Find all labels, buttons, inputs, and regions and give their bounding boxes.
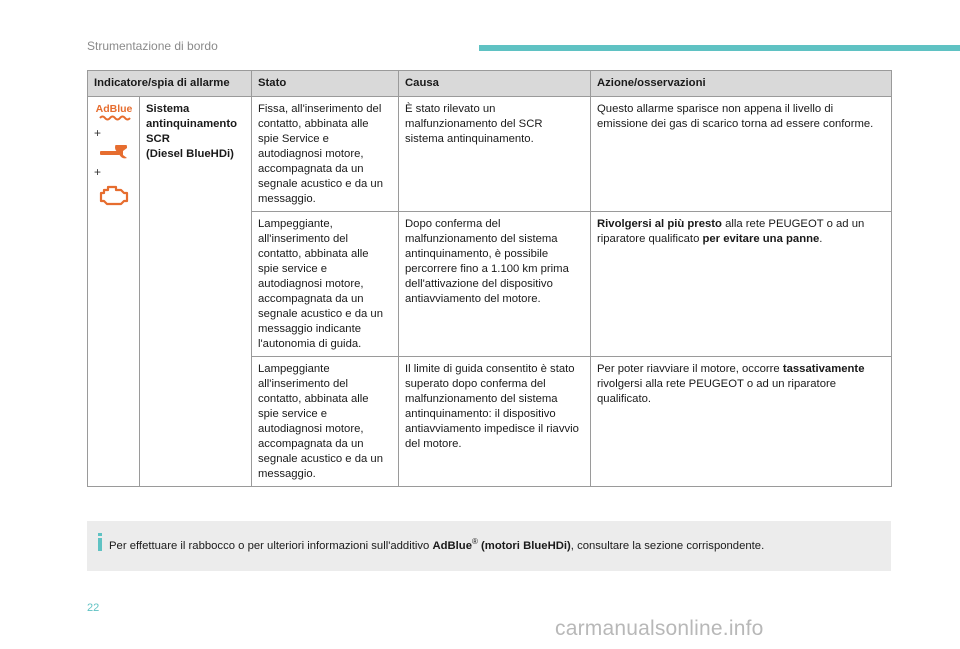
table-header-row	[88, 71, 892, 97]
note-engine-type: (motori BlueHDi)	[477, 539, 571, 552]
adblue-icon	[95, 102, 133, 122]
watermark: carmanualsonline.info	[555, 617, 764, 640]
page-number: 22	[87, 602, 100, 614]
table-row	[88, 97, 892, 212]
state-cell: Lampeggiante all'inserimento del contatto, abbinata alle spie service e autodiagnosi motore, accompagnata da un segnale acustico e da un messaggio.	[252, 357, 399, 487]
action-text: rivolgersi alla rete PEUGEOT o ad un riparatore qualificato.	[597, 378, 837, 405]
system-name-line: (Diesel BlueHDi)	[146, 148, 234, 160]
info-icon	[96, 533, 104, 551]
wrench-icon	[99, 145, 129, 161]
action-cell	[591, 357, 892, 487]
column-header-indicator: Indicatore/spia di allarme	[88, 71, 252, 97]
cause-cell: Il limite di guida consentito è stato superato dopo conferma del malfunzionamento del sistema antinquinamento: il dispositivo antiavviamento impedisce il riavvio del motore.	[399, 357, 591, 487]
warning-lights-table	[87, 70, 892, 487]
state-cell: Lampeggiante, all'inserimento del contatto, abbinata alle spie service e autodiagnosi motore, accompagnata da un segnale acustico e da un messaggio indicante l'autonomia di guida.	[252, 212, 399, 357]
engine-check-icon	[99, 184, 129, 206]
action-cell: Questo allarme sparisce non appena il livello di emissione dei gas di scarico torna ad essere conforme.	[591, 97, 892, 212]
action-cell	[591, 212, 892, 357]
column-header-cause: Causa	[399, 71, 591, 97]
cause-cell: Dopo conferma del malfunzionamento del sistema antinquinamento, è possibile percorrere fino a 1.100 km prima dell'attivazione del dispositivo antiavviamento del motore.	[399, 212, 591, 357]
cause-cell: È stato rilevato un malfunzionamento del SCR sistema antinquinamento.	[399, 97, 591, 212]
system-name-cell	[140, 97, 252, 487]
indicator-icons-cell	[88, 97, 140, 487]
action-emphasis: per evitare una panne	[702, 233, 820, 245]
note-text-part: Per effettuare il rabbocco o per ulteriori informazioni sull'additivo	[109, 539, 433, 552]
system-name-line: SCR	[146, 133, 170, 145]
note-registered-mark: ®	[472, 537, 478, 546]
info-note-text	[109, 534, 764, 554]
svg-text:AdBlue: AdBlue	[95, 103, 132, 115]
separator-plus: +	[94, 165, 102, 179]
action-text: Per poter riavviare il motore, occorre	[597, 363, 783, 375]
info-note	[87, 521, 891, 571]
action-text: alla rete PEUGEOT o ad un riparatore qualificato	[597, 218, 865, 245]
column-header-state: Stato	[252, 71, 399, 97]
column-header-action: Azione/osservazioni	[591, 71, 892, 97]
state-cell: Fissa, all'inserimento del contatto, abbinata alle spie Service e autodiagnosi motore, accompagnata da un segnale acustico e da un messaggio.	[252, 97, 399, 212]
section-accent-bar	[479, 45, 960, 51]
system-name-line: antinquinamento	[146, 118, 237, 130]
system-name-line: Sistema	[146, 103, 190, 115]
section-title: Strumentazione di bordo	[87, 39, 218, 53]
note-text-part: , consultare la sezione corrispondente.	[570, 539, 765, 552]
separator-plus: +	[94, 126, 102, 140]
action-emphasis: tassativamente	[782, 363, 865, 375]
note-adblue: AdBlue	[432, 539, 472, 552]
action-text: .	[819, 233, 823, 245]
action-emphasis: Rivolgersi al più presto	[597, 218, 722, 230]
